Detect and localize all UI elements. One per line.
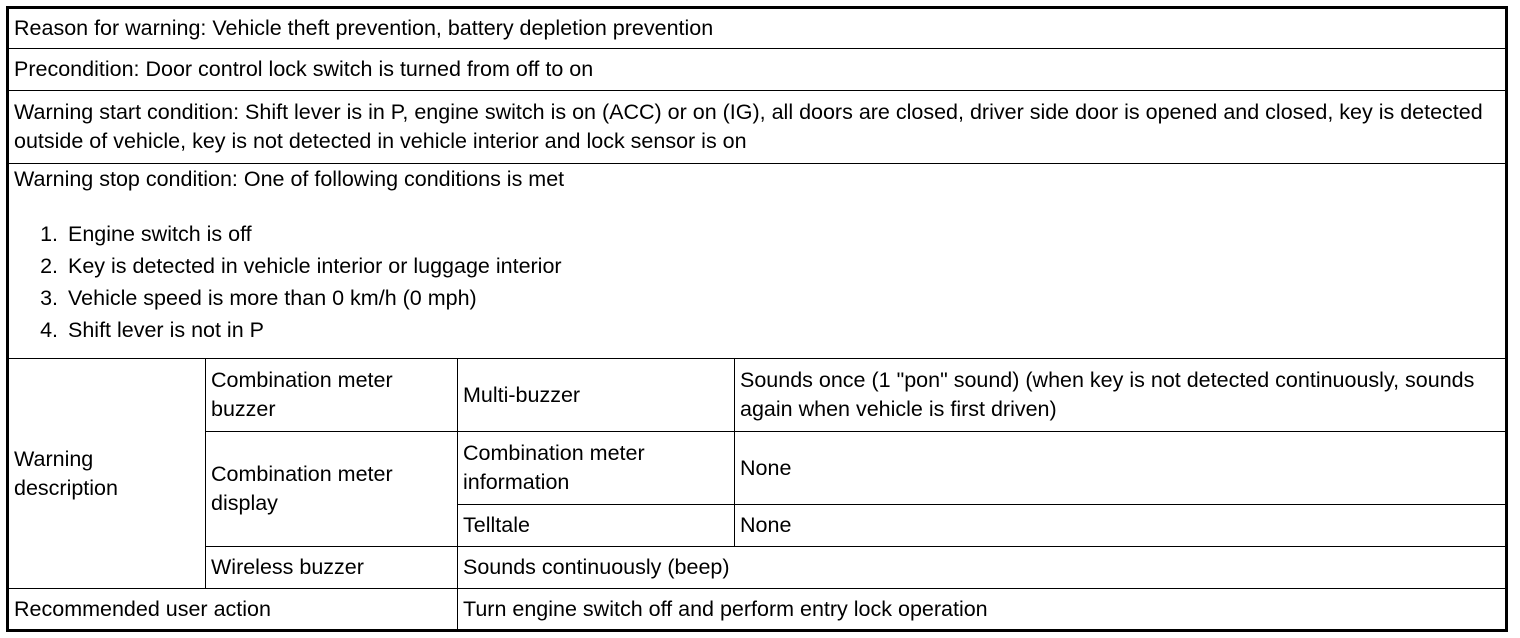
row-reason xyxy=(8,8,1507,49)
row-meter-information xyxy=(8,432,1507,505)
multi-buzzer-label: Multi-buzzer xyxy=(458,359,735,432)
row-start-condition xyxy=(8,91,1507,164)
stop-condition-list xyxy=(14,218,1500,346)
precondition-cell: Precondition: Door control lock switch is turned from off to on xyxy=(8,49,1507,91)
telltale-label: Telltale xyxy=(458,505,735,547)
wireless-buzzer-value: Sounds continuously (beep) xyxy=(458,547,1507,589)
stop-condition-cell xyxy=(8,164,1507,359)
row-wireless-buzzer xyxy=(8,547,1507,589)
list-item: 1. Engine switch is off xyxy=(64,218,1500,250)
wireless-buzzer-label: Wireless buzzer xyxy=(206,547,458,589)
meter-display-label: Combination meter display xyxy=(206,432,458,547)
warning-description-label: Warning description xyxy=(8,359,206,589)
multi-buzzer-value: Sounds once (1 "pon" sound) (when key is not detected continuously, sounds again when vehicle is first driven) xyxy=(735,359,1507,432)
warning-spec-table xyxy=(6,6,1508,632)
start-condition-cell: Warning start condition: Shift lever is in P, engine switch is on (ACC) or on (IG), all doors are closed, driver side door is opened and closed, key is detected outside of vehicle, key is not detected in vehicle interior and lock sensor is on xyxy=(8,91,1507,164)
row-precondition xyxy=(8,49,1507,91)
row-stop-condition xyxy=(8,164,1507,359)
reason-cell: Reason for warning: Vehicle theft prevention, battery depletion prevention xyxy=(8,8,1507,49)
meter-information-value: None xyxy=(735,432,1507,505)
recommended-action-value: Turn engine switch off and perform entry lock operation xyxy=(458,589,1507,631)
meter-information-label: Combination meter information xyxy=(458,432,735,505)
list-item: 4. Shift lever is not in P xyxy=(64,314,1500,346)
row-meter-buzzer xyxy=(8,359,1507,432)
meter-buzzer-label: Combination meter buzzer xyxy=(206,359,458,432)
list-item: 2. Key is detected in vehicle interior or luggage interior xyxy=(64,250,1500,282)
recommended-action-label: Recommended user action xyxy=(8,589,458,631)
stop-condition-heading: Warning stop condition: One of following conditions is met xyxy=(14,167,565,191)
list-item: 3. Vehicle speed is more than 0 km/h (0 mph) xyxy=(64,282,1500,314)
row-recommended-action xyxy=(8,589,1507,631)
telltale-value: None xyxy=(735,505,1507,547)
